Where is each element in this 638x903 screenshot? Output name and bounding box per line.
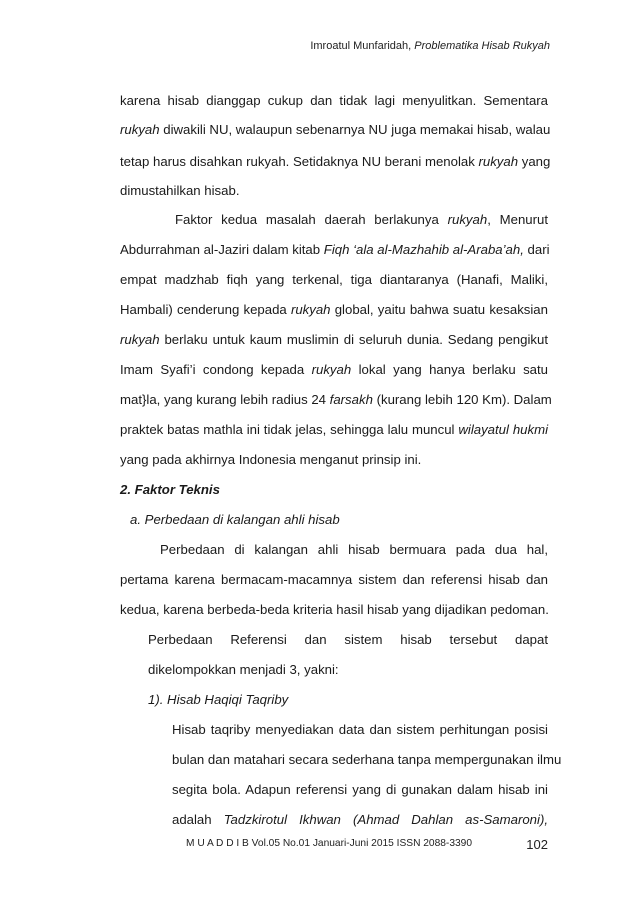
italic-text-segment: rukyah [478, 154, 519, 169]
text-segment: Hambali) cenderung kepada [120, 302, 291, 317]
text-line [120, 272, 548, 288]
italic-text-segment: a. Perbedaan di kalangan ahli hisab [130, 512, 340, 527]
text-segment: bulan dan matahari secara sederhana tanpa mempergunakan ilmu [172, 752, 562, 767]
text-segment: Hisab taqriby menyediakan data dan sistem perhitungan posisi [172, 722, 548, 737]
text-line [120, 332, 548, 348]
italic-text-segment: wilayatul hukmi [458, 422, 549, 437]
text-segment: segita bola. Adapun referensi yang di gunakan dalam hisab ini [172, 782, 548, 797]
italic-text-segment: 2. Faktor Teknis [120, 482, 220, 497]
text-segment: (kurang lebih 120 Km). Dalam [372, 392, 552, 407]
text-line [120, 572, 548, 588]
text-segment: Abdurrahman al-Jaziri dalam kitab [120, 242, 324, 257]
text-segment: Imam Syafi’i condong kepada [120, 362, 312, 377]
italic-text-segment: rukyah [311, 362, 352, 377]
text-line [148, 662, 548, 678]
text-line [120, 452, 548, 468]
text-segment: lokal yang hanya berlaku satu [351, 362, 548, 377]
text-line [130, 512, 558, 528]
text-segment: dari [523, 242, 550, 257]
text-line [172, 722, 548, 738]
text-line [120, 422, 548, 438]
text-line [120, 154, 551, 170]
text-segment: empat madzhab fiqh yang terkenal, tiga diantaranya (Hanafi, Maliki, [120, 272, 548, 287]
text-segment: pertama karena bermacam-macamnya sistem dan referensi hisab dan [120, 572, 548, 587]
page-number: 102 [526, 837, 548, 852]
italic-text-segment: Fiqh ‘ala al-Mazhahib al-Araba’ah, [323, 242, 524, 257]
text-line [148, 632, 548, 648]
text-line [120, 242, 548, 258]
footer-citation: M U A D D I B Vol.05 No.01 Januari-Juni 2015 ISSN 2088-3390 [186, 838, 472, 849]
journal-footer [186, 837, 548, 852]
text-line [160, 542, 548, 558]
text-segment: tetap harus disahkan rukyah. Setidaknya NU berani menolak [120, 154, 479, 169]
text-segment: berlaku untuk kaum muslimin di seluruh dunia. Sedang pengikut [159, 332, 548, 347]
text-segment: kedua, karena berbeda-beda kriteria hasil hisab yang dijadikan pedoman. [120, 602, 549, 617]
text-line [148, 692, 548, 708]
text-segment: diwakili NU, walaupun sebenarnya NU juga memakai hisab, walau [159, 122, 551, 137]
text-line [120, 302, 548, 318]
text-segment: Faktor kedua masalah daerah berlakunya [175, 212, 448, 227]
header-title: Problematika Hisab Rukyah [414, 40, 550, 52]
text-line [172, 782, 548, 798]
text-line [175, 212, 548, 228]
text-line [120, 482, 548, 498]
text-line [172, 812, 548, 828]
running-header [310, 40, 550, 52]
text-segment: global, yaitu bahwa suatu kesaksian [330, 302, 548, 317]
text-line [120, 602, 548, 618]
italic-text-segment: rukyah [447, 212, 488, 227]
text-segment: dimustahilkan hisab. [120, 183, 240, 198]
text-line [120, 122, 551, 138]
text-segment: mat}la, yang kurang lebih radius 24 [120, 392, 330, 407]
text-line [172, 752, 562, 768]
text-line [120, 392, 552, 408]
text-line [120, 183, 548, 199]
text-segment: dikelompokkan menjadi 3, yakni: [148, 662, 339, 677]
text-segment: yang [518, 154, 551, 169]
italic-text-segment: farsakh [329, 392, 373, 407]
text-segment: Perbedaan di kalangan ahli hisab bermuara pada dua hal, [160, 542, 548, 557]
text-segment: Perbedaan Referensi dan sistem hisab tersebut dapat [148, 632, 548, 647]
header-author: Imroatul Munfaridah, [310, 40, 415, 52]
text-line [120, 93, 548, 109]
text-segment: adalah [172, 812, 224, 827]
text-segment: yang pada akhirnya Indonesia menganut prinsip ini. [120, 452, 422, 467]
text-line [120, 362, 548, 378]
italic-text-segment: rukyah [120, 332, 160, 347]
italic-text-segment: rukyah [120, 122, 160, 137]
italic-text-segment: rukyah [290, 302, 331, 317]
text-segment: , Menurut [487, 212, 548, 227]
italic-text-segment: Tadzkirotul Ikhwan (Ahmad Dahlan as-Samaroni), [223, 812, 548, 827]
italic-text-segment: 1). Hisab Haqiqi Taqriby [148, 692, 289, 707]
text-segment: praktek batas mathla ini tidak jelas, sehingga lalu muncul [120, 422, 459, 437]
text-segment: karena hisab dianggap cukup dan tidak lagi menyulitkan. Sementara [120, 93, 548, 108]
